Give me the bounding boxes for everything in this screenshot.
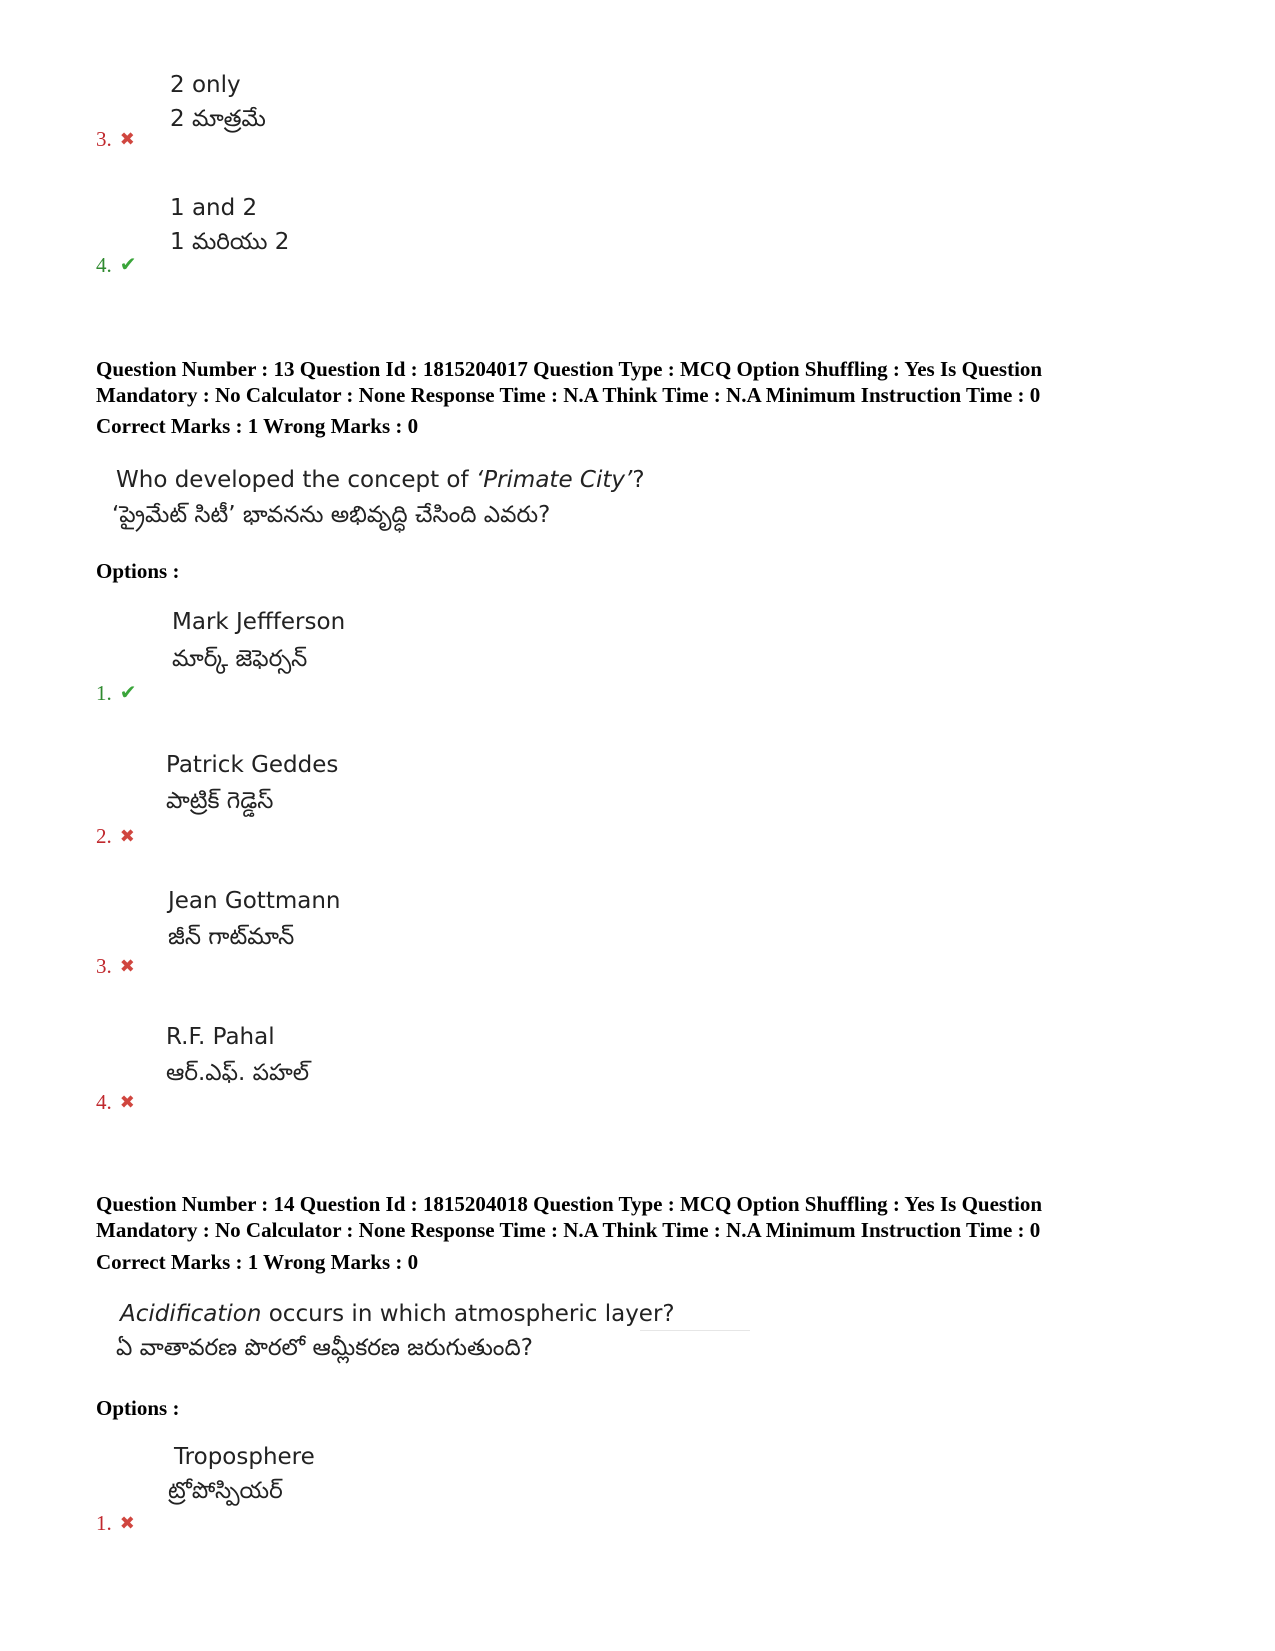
check-icon: ✔ — [119, 680, 137, 704]
option-text-en: Patrick Geddes — [166, 752, 339, 778]
option-number — [96, 1092, 135, 1113]
cross-icon: ✖ — [119, 129, 135, 150]
option-number-label: 1. — [96, 681, 112, 705]
cross-icon: ✖ — [119, 1513, 135, 1534]
question-text-en — [120, 1303, 675, 1326]
option-number-label: 2. — [96, 824, 112, 848]
option-text-en: Troposphere — [174, 1444, 315, 1470]
option-number-label: 1. — [96, 1511, 112, 1535]
option-text-en: 1 and 2 — [170, 195, 258, 221]
question-text-emphasis: ‘Primate City’ — [475, 467, 633, 493]
question-marks: Correct Marks : 1 Wrong Marks : 0 — [96, 414, 419, 438]
option-text-te: ట్రోపోస్పియర్ — [168, 1478, 283, 1504]
question-marks: Correct Marks : 1 Wrong Marks : 0 — [96, 1250, 419, 1274]
option-text-en: R.F. Pahal — [166, 1024, 275, 1050]
cross-icon: ✖ — [119, 826, 135, 847]
option-number — [96, 129, 135, 150]
options-label: Options : — [96, 559, 180, 583]
question-text-te: ఏ వాతావరణ పొరలో ఆమ్లీకరణ జరుగుతుంది? — [116, 1335, 533, 1361]
option-text-te: మార్క్ జెఫెర్సన్ — [172, 646, 308, 672]
option-number — [96, 682, 137, 704]
option-number-label: 4. — [96, 253, 112, 277]
option-number-label: 3. — [96, 127, 112, 151]
option-text-te: 2 మాత్రమే — [170, 106, 266, 132]
option-number-label: 4. — [96, 1090, 112, 1114]
option-number-label: 3. — [96, 954, 112, 978]
question-meta-line-2: Mandatory : No Calculator : None Response Time : N.A Think Time : N.A Minimum Instruction Time : 0 — [96, 1218, 1041, 1242]
options-label: Options : — [96, 1396, 180, 1420]
option-number — [96, 254, 137, 276]
question-meta-line-1: Question Number : 14 Question Id : 1815204018 Question Type : MCQ Option Shuffling : Yes Is Question — [96, 1192, 1043, 1216]
option-number — [96, 826, 135, 847]
option-text-te: 1 మరియు 2 — [170, 229, 290, 255]
question-meta-line-2: Mandatory : No Calculator : None Response Time : N.A Think Time : N.A Minimum Instruction Time : 0 — [96, 383, 1041, 407]
option-text-te: జీన్ గాట్‌మాన్ — [168, 924, 295, 950]
question-text-en — [116, 469, 645, 492]
question-text-part: occurs in which atmospheric layer? — [261, 1301, 675, 1327]
check-icon: ✔ — [119, 252, 137, 276]
question-text-part: ? — [632, 467, 645, 493]
option-text-te: ఆర్.ఎఫ్. పహల్ — [166, 1060, 310, 1086]
question-text-te: ‘ప్రైమేట్ సిటీ’ భావనను అభివృద్ధి చేసింది ఎవరు? — [112, 502, 551, 528]
cross-icon: ✖ — [119, 1092, 135, 1113]
question-meta-line-1: Question Number : 13 Question Id : 1815204017 Question Type : MCQ Option Shuffling : Yes Is Question — [96, 357, 1043, 381]
question-text-part: Who developed the concept of — [116, 467, 476, 493]
option-text-en: Mark Jeffferson — [172, 609, 346, 635]
option-text-en: Jean Gottmann — [168, 888, 341, 914]
option-text-en: 2 only — [170, 72, 241, 98]
cross-icon: ✖ — [119, 956, 135, 977]
option-text-te: పాట్రిక్ గెడ్డెస్ — [166, 788, 274, 814]
option-number — [96, 956, 135, 977]
divider — [640, 1330, 750, 1331]
question-text-emphasis: Acidification — [120, 1301, 262, 1327]
option-number — [96, 1513, 135, 1534]
